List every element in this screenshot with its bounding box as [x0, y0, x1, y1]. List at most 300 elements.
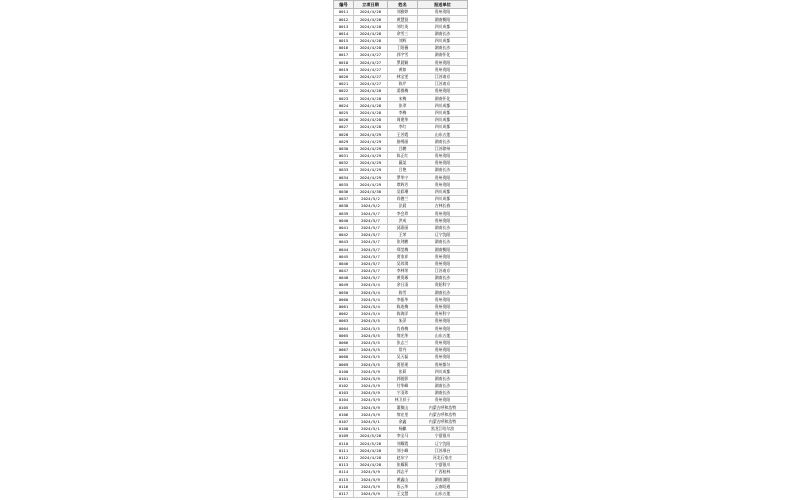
cell-date: 2024/4/28: [354, 8, 388, 15]
table-row: [334, 476, 468, 483]
cell-num: 0035: [334, 181, 354, 188]
cell-name: 肖春梅: [388, 325, 418, 332]
cell-num: 0046: [334, 260, 354, 267]
cell-date: 2024/5/7: [354, 267, 388, 274]
cell-name: 贾景瑶: [388, 361, 418, 368]
cell-name: 薩某: [388, 159, 418, 166]
table-row: [334, 224, 468, 231]
cell-unit: 四川成都: [418, 195, 468, 202]
cell-date: 2024/4/27: [354, 73, 388, 80]
table-row: [334, 238, 468, 245]
cell-date: 2024/4/29: [354, 174, 388, 181]
cell-name: 吴彩璀: [388, 188, 418, 195]
cell-date: 2024/4/29: [354, 159, 388, 166]
cell-name: 黄如: [388, 66, 418, 73]
cell-name: 陈连梅: [388, 303, 418, 310]
cell-name: 陈海洋: [388, 310, 418, 317]
cell-date: 2024/5/5: [354, 361, 388, 368]
project-record-table-wrap: [333, 0, 467, 498]
table-row: [334, 425, 468, 432]
cell-num: 0019: [334, 66, 354, 73]
cell-name: 邱嘉丽: [388, 224, 418, 231]
cell-date: 2024/4/30: [354, 188, 388, 195]
cell-unit: 四川成都: [418, 123, 468, 130]
cell-name: 李会珍: [388, 210, 418, 217]
table-row: [334, 231, 468, 238]
cell-num: 0108: [334, 425, 354, 432]
table-body: [334, 8, 468, 497]
cell-date: 2024/5/5: [354, 318, 388, 325]
cell-name: 张翠: [388, 102, 418, 109]
cell-unit: 四川成都: [418, 37, 468, 44]
table-row: [334, 44, 468, 51]
table-header: [334, 1, 468, 9]
table-row: [334, 195, 468, 202]
cell-num: 0031: [334, 152, 354, 159]
cell-name: 贾家祥: [388, 253, 418, 260]
cell-date: 2024/5/4: [354, 303, 388, 310]
table-row: [334, 483, 468, 490]
table-row: [334, 210, 468, 217]
cell-unit: 内蒙古呼和浩特: [418, 411, 468, 418]
table-row: [334, 66, 468, 73]
cell-num: 0024: [334, 102, 354, 109]
cell-date: 2024/5/4: [354, 296, 388, 303]
cell-unit: 辽宁沈阳: [418, 231, 468, 238]
cell-unit: 湖南长沙: [418, 289, 468, 296]
cell-unit: 黑龙江哈尔滨: [418, 425, 468, 432]
cell-name: 吕艳: [388, 167, 418, 174]
cell-unit: 广西桂林: [418, 468, 468, 475]
cell-name: 刘红英: [388, 23, 418, 30]
column-header-name: 姓名: [388, 1, 418, 9]
cell-date: 2024/4/27: [354, 80, 388, 87]
cell-unit: 贵州贵阳: [418, 260, 468, 267]
cell-num: 0014: [334, 30, 354, 37]
cell-num: 0017: [334, 52, 354, 59]
cell-name: 李红: [388, 123, 418, 130]
cell-unit: 四川成都: [418, 109, 468, 116]
cell-date: 2024/4/27: [354, 52, 388, 59]
cell-unit: 辽宁沈阳: [418, 440, 468, 447]
cell-date: 2024/4/28: [354, 109, 388, 116]
cell-unit: 贵州贵阳: [418, 217, 468, 224]
cell-num: 0065: [334, 332, 354, 339]
cell-num: 0105: [334, 404, 354, 411]
cell-name: 陈正红: [388, 152, 418, 159]
cell-unit: 贵州都匀: [418, 361, 468, 368]
cell-unit: 山东五莲: [418, 490, 468, 497]
cell-num: 0111: [334, 447, 354, 454]
cell-num: 0066: [334, 339, 354, 346]
cell-unit: 湖南衡阳: [418, 16, 468, 23]
cell-num: 0110: [334, 440, 354, 447]
table-row: [334, 203, 468, 210]
cell-name: 董敏山: [388, 404, 418, 411]
table-row: [334, 16, 468, 23]
cell-name: 张莉: [388, 368, 418, 375]
cell-name: 黄慧贤: [388, 16, 418, 23]
cell-date: 2024/5/7: [354, 274, 388, 281]
cell-name: 刘辉: [388, 37, 418, 44]
table-row: [334, 88, 468, 95]
cell-name: 洪成: [388, 217, 418, 224]
cell-unit: 贵州贵阳: [418, 339, 468, 346]
cell-unit: 湖南长沙: [418, 44, 468, 51]
cell-date: 2024/4/27: [354, 66, 388, 73]
table-row: [334, 368, 468, 375]
cell-name: 陈云华: [388, 483, 418, 490]
column-header-date: 立项日期: [354, 1, 388, 9]
table-row: [334, 325, 468, 332]
cell-name: 宁羽玮: [388, 389, 418, 396]
table-row: [334, 109, 468, 116]
table-header-row: [334, 1, 468, 9]
cell-num: 0048: [334, 274, 354, 281]
cell-date: 2024/5/7: [354, 238, 388, 245]
table-row: [334, 145, 468, 152]
cell-date: 2024/5/7: [354, 217, 388, 224]
cell-unit: 湖南怀化: [418, 52, 468, 59]
cell-num: 0107: [334, 418, 354, 425]
table-row: [334, 468, 468, 475]
cell-num: 0106: [334, 411, 354, 418]
cell-unit: 贵州贵阳: [418, 88, 468, 95]
table-row: [334, 37, 468, 44]
cell-date: 2024/5/9: [354, 411, 388, 418]
cell-unit: 贵州贵阳: [418, 303, 468, 310]
table-row: [334, 382, 468, 389]
cell-num: 0049: [334, 282, 354, 289]
cell-name: 郑莹梅: [388, 246, 418, 253]
cell-date: 2024/5/9: [354, 490, 388, 497]
cell-num: 0103: [334, 389, 354, 396]
cell-name: 张志兰: [388, 339, 418, 346]
table-row: [334, 418, 468, 425]
cell-name: 法晨: [388, 203, 418, 210]
cell-name: 郭骏影: [388, 375, 418, 382]
cell-name: 付华峰: [388, 382, 418, 389]
table-row: [334, 339, 468, 346]
cell-name: 李梅: [388, 109, 418, 116]
cell-date: 2024/4/28: [354, 16, 388, 23]
cell-unit: 湖南长沙: [418, 238, 468, 245]
cell-unit: 江苏邢台: [418, 447, 468, 454]
cell-date: 2024/5/5: [354, 325, 388, 332]
cell-unit: 湖南长沙: [418, 389, 468, 396]
cell-num: 0117: [334, 490, 354, 497]
cell-date: 2024/4/29: [354, 152, 388, 159]
table-row: [334, 303, 468, 310]
table-row: [334, 138, 468, 145]
cell-name: 黄贵琢: [388, 274, 418, 281]
table-row: [334, 397, 468, 404]
cell-name: 尚德兰: [388, 195, 418, 202]
table-row: [334, 52, 468, 59]
column-header-id: 编号: [334, 1, 354, 9]
cell-unit: 四川成都: [418, 102, 468, 109]
cell-name: 黎宏里: [388, 411, 418, 418]
cell-unit: 贵州贵阳: [418, 325, 468, 332]
cell-num: 0101: [334, 375, 354, 382]
cell-num: 0033: [334, 167, 354, 174]
cell-date: 2024/5/7: [354, 246, 388, 253]
cell-date: 2024/5/4: [354, 282, 388, 289]
cell-num: 0064: [334, 325, 354, 332]
cell-num: 0040: [334, 217, 354, 224]
cell-unit: 贵州科宁: [418, 310, 468, 317]
cell-name: 刘雅婷: [388, 8, 418, 15]
cell-num: 0045: [334, 253, 354, 260]
cell-unit: 江苏南京: [418, 80, 468, 87]
table-row: [334, 404, 468, 411]
cell-unit: 贵州贵阳: [418, 253, 468, 260]
cell-date: 2024/5/9: [354, 368, 388, 375]
cell-name: 李振华: [388, 296, 418, 303]
table-row: [334, 490, 468, 497]
table-row: [334, 332, 468, 339]
cell-num: 0042: [334, 231, 354, 238]
cell-num: 0012: [334, 16, 354, 23]
cell-date: 2024/5/9: [354, 375, 388, 382]
cell-name: 李宝马: [388, 433, 418, 440]
cell-unit: 宁夏银川: [418, 433, 468, 440]
cell-date: 2024/5/7: [354, 260, 388, 267]
cell-name: 王荣: [388, 231, 418, 238]
cell-num: 0013: [334, 23, 354, 30]
cell-unit: 四川成都: [418, 116, 468, 123]
cell-unit: 贵州贵阳: [418, 59, 468, 66]
cell-date: 2024/4/28: [354, 461, 388, 468]
cell-unit: 贵州贵阳: [418, 174, 468, 181]
cell-date: 2024/5/7: [354, 231, 388, 238]
cell-name: 王文慧: [388, 490, 418, 497]
cell-unit: 河北石家庄: [418, 454, 468, 461]
cell-date: 2024/5/2: [354, 203, 388, 210]
cell-name: 余鑫: [388, 418, 418, 425]
cell-name: 郭志平: [388, 468, 418, 475]
cell-unit: 湖南怀化: [418, 95, 468, 102]
cell-num: 0043: [334, 238, 354, 245]
table-row: [334, 253, 468, 260]
cell-name: 宋梅: [388, 95, 418, 102]
cell-name: 骆绣丽: [388, 138, 418, 145]
table-row: [334, 8, 468, 15]
cell-date: 2024/5/4: [354, 310, 388, 317]
cell-name: 林卫祥子: [388, 397, 418, 404]
cell-date: 2024/4/28: [354, 454, 388, 461]
cell-unit: 四川成都: [418, 368, 468, 375]
cell-name: 余雪三: [388, 30, 418, 37]
cell-num: 0044: [334, 246, 354, 253]
cell-date: 2024/4/28: [354, 37, 388, 44]
table-row: [334, 411, 468, 418]
cell-num: 0027: [334, 123, 354, 130]
table-row: [334, 375, 468, 382]
cell-date: 2024/5/9: [354, 397, 388, 404]
cell-date: 2024/4/29: [354, 167, 388, 174]
cell-unit: 江苏南京: [418, 73, 468, 80]
cell-name: 罗华宁: [388, 174, 418, 181]
cell-unit: 贵州贵阳: [418, 346, 468, 353]
cell-name: 王芳霞: [388, 131, 418, 138]
table-row: [334, 440, 468, 447]
cell-unit: 湖南长沙: [418, 274, 468, 281]
cell-num: 0026: [334, 116, 354, 123]
cell-unit: 贵州贵阳: [418, 353, 468, 360]
cell-num: 0030: [334, 145, 354, 152]
cell-name: 郭宇雪: [388, 52, 418, 59]
cell-num: 0067: [334, 346, 354, 353]
cell-unit: 宁夏银川: [418, 461, 468, 468]
cell-unit: 四川成都: [418, 188, 468, 195]
cell-date: 2024/4/29: [354, 131, 388, 138]
cell-unit: 江苏徐州: [418, 145, 468, 152]
cell-num: 0025: [334, 109, 354, 116]
table-row: [334, 23, 468, 30]
cell-name: 吴天磊: [388, 353, 418, 360]
cell-num: 0102: [334, 382, 354, 389]
cell-unit: 贵州贵阳: [418, 66, 468, 73]
table-row: [334, 274, 468, 281]
cell-name: 张剑鹏: [388, 238, 418, 245]
table-row: [334, 73, 468, 80]
cell-date: 2024/5/9: [354, 389, 388, 396]
cell-num: 0039: [334, 210, 354, 217]
cell-name: 黄鑫山: [388, 476, 418, 483]
table-row: [334, 59, 468, 66]
cell-num: 0015: [334, 37, 354, 44]
table-row: [334, 174, 468, 181]
table-row: [334, 454, 468, 461]
cell-num: 0029: [334, 138, 354, 145]
cell-name: 陈芹: [388, 80, 418, 87]
cell-num: 0021: [334, 80, 354, 87]
table-row: [334, 318, 468, 325]
table-row: [334, 116, 468, 123]
cell-unit: 内蒙古呼和浩特: [418, 418, 468, 425]
cell-date: 2024/5/7: [354, 253, 388, 260]
cell-unit: 贵州贵阳: [418, 318, 468, 325]
cell-name: 吕鹏: [388, 145, 418, 152]
cell-date: 2024/5/5: [354, 332, 388, 339]
table-row: [334, 353, 468, 360]
cell-num: 0037: [334, 195, 354, 202]
cell-num: 0100: [334, 368, 354, 375]
table-row: [334, 361, 468, 368]
cell-name: 丁阳薇: [388, 44, 418, 51]
cell-name: 张耀莉: [388, 461, 418, 468]
cell-date: 2024/4/29: [354, 181, 388, 188]
cell-date: 2024/5/2: [354, 195, 388, 202]
cell-name: 吴玮琪: [388, 260, 418, 267]
table-row: [334, 246, 468, 253]
cell-date: 2024/4/28: [354, 30, 388, 37]
table-row: [334, 30, 468, 37]
cell-date: 2024/5/5: [354, 346, 388, 353]
cell-date: 2024/5/9: [354, 483, 388, 490]
cell-unit: 贵州贵阳: [418, 181, 468, 188]
cell-num: 0028: [334, 131, 354, 138]
cell-unit: 四川成都: [418, 23, 468, 30]
cell-num: 0061: [334, 303, 354, 310]
cell-name: 赵东宁: [388, 454, 418, 461]
cell-unit: 贵州贵阳: [418, 152, 468, 159]
cell-name: 罗晨颖: [388, 59, 418, 66]
table-row: [334, 346, 468, 353]
table-row: [334, 123, 468, 130]
cell-num: 0036: [334, 188, 354, 195]
cell-date: 2024/4/28: [354, 123, 388, 130]
cell-date: 2024/5/28: [354, 433, 388, 440]
cell-date: 2024/4/28: [354, 116, 388, 123]
cell-num: 0063: [334, 318, 354, 325]
table-row: [334, 289, 468, 296]
table-row: [334, 102, 468, 109]
cell-date: 2024/4/28: [354, 23, 388, 30]
cell-date: 2024/5/1: [354, 418, 388, 425]
cell-num: 0018: [334, 59, 354, 66]
cell-num: 0116: [334, 483, 354, 490]
table-row: [334, 447, 468, 454]
cell-unit: 贵州贵阳: [418, 159, 468, 166]
table-row: [334, 296, 468, 303]
cell-num: 0104: [334, 397, 354, 404]
cell-num: 0060: [334, 296, 354, 303]
cell-unit: 湖南长沙: [418, 138, 468, 145]
cell-unit: 贵州贵阳: [418, 8, 468, 15]
cell-name: 黎光华: [388, 332, 418, 339]
table-row: [334, 267, 468, 274]
cell-name: 陈雪: [388, 289, 418, 296]
cell-num: 0068: [334, 353, 354, 360]
cell-name: 姜群梅: [388, 88, 418, 95]
cell-name: 杨麒: [388, 425, 418, 432]
cell-unit: 吉林长春: [418, 203, 468, 210]
cell-unit: 湖南衡阳: [418, 246, 468, 253]
cell-unit: 湖南长沙: [418, 30, 468, 37]
table-row: [334, 152, 468, 159]
cell-num: 0115: [334, 476, 354, 483]
cell-name: 林宝雯: [388, 73, 418, 80]
cell-name: 刘耀霞: [388, 440, 418, 447]
cell-num: 0023: [334, 95, 354, 102]
cell-date: 2024/5/7: [354, 224, 388, 231]
cell-date: 2024/5/9: [354, 404, 388, 411]
cell-unit: 江苏南京: [418, 267, 468, 274]
cell-date: 2024/5/9: [354, 476, 388, 483]
cell-unit: 山东五莲: [418, 332, 468, 339]
cell-num: 0034: [334, 174, 354, 181]
cell-name: 覃辉芳: [388, 181, 418, 188]
cell-num: 0114: [334, 468, 354, 475]
table-row: [334, 389, 468, 396]
cell-date: 2024/5/28: [354, 440, 388, 447]
table-row: [334, 310, 468, 317]
cell-date: 2024/4/28: [354, 88, 388, 95]
cell-num: 0011: [334, 8, 354, 15]
cell-num: 0062: [334, 310, 354, 317]
cell-num: 0113: [334, 461, 354, 468]
cell-unit: 湖南长沙: [418, 167, 468, 174]
cell-date: 2024/4/28: [354, 447, 388, 454]
column-header-unit: 报送单位: [418, 1, 468, 9]
table-row: [334, 159, 468, 166]
table-row: [334, 433, 468, 440]
table-row: [334, 167, 468, 174]
cell-num: 0038: [334, 203, 354, 210]
cell-num: 0022: [334, 88, 354, 95]
